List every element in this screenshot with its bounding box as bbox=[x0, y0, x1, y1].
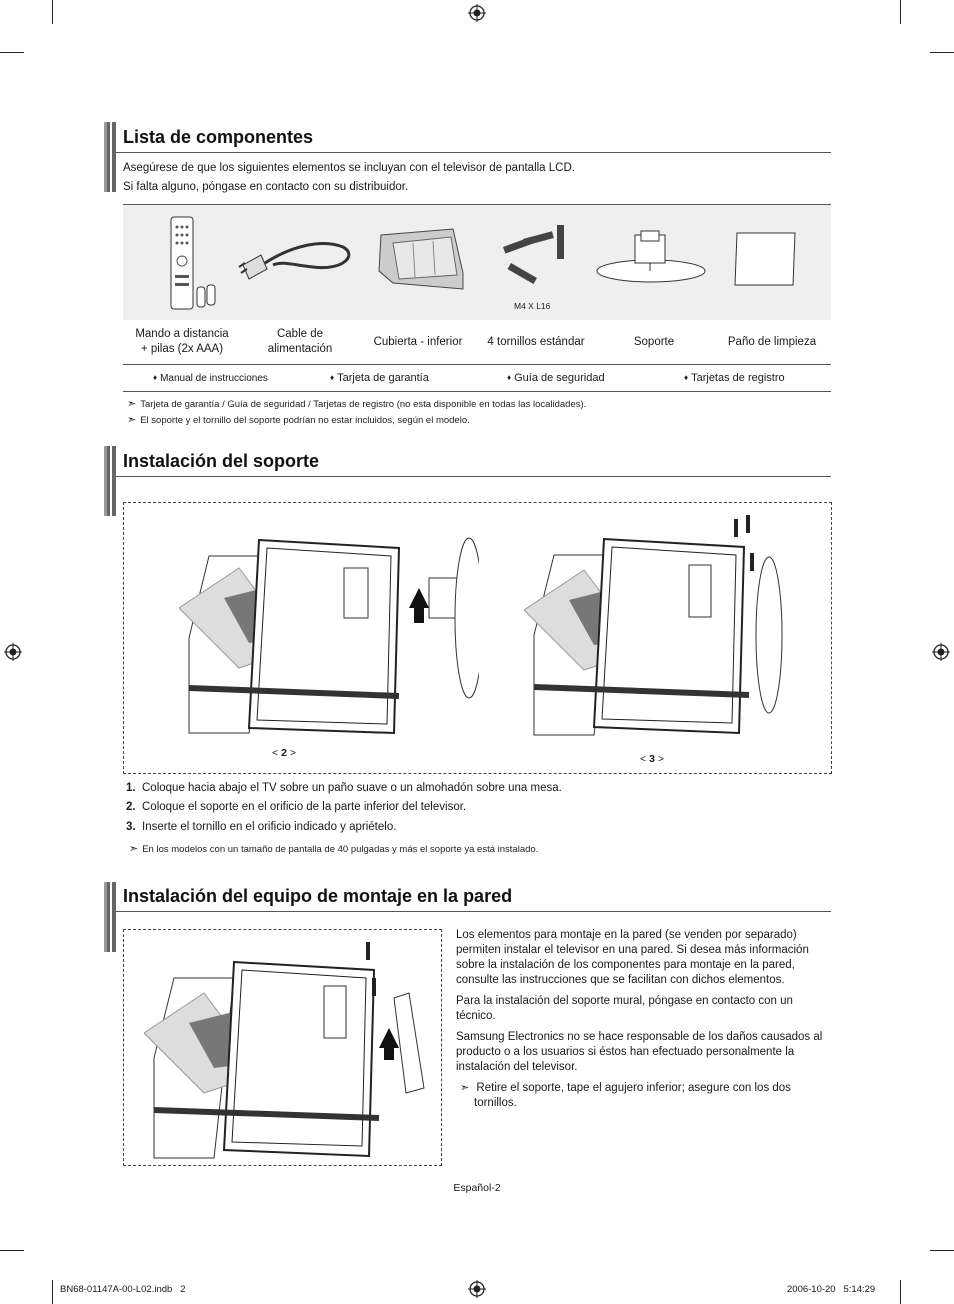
component-label: Mando a distancia + pilas (2x AAA) bbox=[135, 328, 229, 355]
figure-2-caption: < 2 > bbox=[272, 747, 296, 759]
section-marker bbox=[104, 882, 116, 952]
section-title-components: Lista de componentes bbox=[123, 127, 314, 147]
wall-mount-text bbox=[456, 928, 828, 1117]
included-document: ♦ Manual de instrucciones bbox=[123, 373, 300, 384]
wall-mount-figure-frame bbox=[123, 929, 442, 1166]
crop-mark bbox=[0, 52, 24, 53]
figure-3-caption: < 3 > bbox=[640, 753, 664, 765]
crop-mark bbox=[930, 52, 954, 53]
wall-mount-illustration bbox=[144, 938, 434, 1163]
print-timestamp: 2006-10-20 5:14:29 bbox=[787, 1284, 876, 1295]
included-document: ♦ Tarjeta de garantía bbox=[300, 372, 477, 384]
section-rule bbox=[116, 152, 831, 153]
bottom-cover-illustration bbox=[373, 223, 473, 298]
crop-mark bbox=[52, 0, 53, 24]
file-name: BN68-01147A-00-L02.indb 2 bbox=[60, 1284, 186, 1295]
section-rule bbox=[116, 911, 831, 912]
component-label: Cable de alimentación bbox=[267, 328, 333, 355]
components-intro-line1: Asegúrese de que los siguientes elementos se incluyan con el televisor de pantalla LCD. bbox=[123, 162, 575, 174]
stand-figures-frame bbox=[123, 502, 832, 774]
note-arrow-icon: ➣ bbox=[460, 1082, 470, 1094]
components-intro-line2: Si falta alguno, póngase en contacto con su distribuidor. bbox=[123, 181, 409, 193]
note-arrow-icon: ➣ bbox=[127, 398, 137, 410]
section-marker bbox=[104, 446, 116, 516]
figure-2-illustration bbox=[179, 528, 479, 738]
section-title-wall-mount: Instalación del equipo de montaje en la pared bbox=[123, 886, 513, 906]
components-labels-row bbox=[123, 320, 831, 365]
section-title-stand: Instalación del soporte bbox=[123, 451, 320, 471]
stand-illustration bbox=[593, 227, 713, 287]
crop-mark bbox=[930, 1250, 954, 1251]
component-label: 4 tornillos estándar bbox=[487, 335, 585, 348]
crop-mark bbox=[900, 0, 901, 24]
registration-mark-icon bbox=[468, 4, 486, 22]
component-label: Paño de limpieza bbox=[727, 335, 817, 348]
registration-mark-icon bbox=[4, 643, 22, 661]
component-label: Soporte bbox=[633, 335, 675, 348]
registration-mark-icon bbox=[932, 643, 950, 661]
power-cable-illustration bbox=[233, 225, 363, 295]
components-note: ➣ El soporte y el tornillo del soporte podrían no estar incluidos, según el modelo. bbox=[127, 414, 470, 426]
stand-step: 2. Coloque el soporte en el orificio de la parte inferior del televisor. bbox=[126, 801, 467, 813]
wall-paragraph: Los elementos para montaje en la pared (se venden por separado) permiten instalar el televisor en una pared. Si desea más información sobre la instalación de los componentes para montaje en la pared, consulte las instrucciones que se facilitan con dichos elementos. bbox=[456, 929, 809, 986]
figure-3-illustration bbox=[524, 515, 784, 740]
registration-mark-icon bbox=[468, 1280, 486, 1298]
components-illustration-row bbox=[123, 205, 831, 320]
stand-note: ➣ En los modelos con un tamaño de pantalla de 40 pulgadas y más el soporte ya está instalado. bbox=[129, 843, 539, 855]
remote-control-illustration bbox=[163, 213, 233, 313]
crop-mark bbox=[0, 1250, 24, 1251]
wall-paragraph: Samsung Electronics no se hace responsable de los daños causados al producto o a los usuarios si éstos han efectuado personalmente la instalación del televisor. bbox=[456, 1031, 823, 1073]
component-label: Cubierta - inferior bbox=[373, 335, 463, 348]
components-note: ➣ Tarjeta de garantía / Guía de seguridad / Tarjetas de registro (no esta disponible en todas las localidades). bbox=[127, 398, 587, 410]
screw-spec-label: M4 X L16 bbox=[514, 301, 551, 311]
note-arrow-icon: ➣ bbox=[129, 843, 139, 855]
screws-illustration bbox=[483, 217, 583, 292]
cleaning-cloth-illustration bbox=[731, 229, 801, 289]
section-rule bbox=[116, 476, 831, 477]
crop-mark bbox=[900, 1280, 901, 1304]
components-table bbox=[123, 204, 831, 392]
included-document: ♦ Guía de seguridad bbox=[477, 372, 654, 384]
wall-note: ➣ Retire el soporte, tape el agujero inferior; asegure con los dos tornillos. bbox=[460, 1082, 791, 1109]
included-documents-row bbox=[123, 365, 831, 391]
note-arrow-icon: ➣ bbox=[127, 414, 137, 426]
crop-mark bbox=[52, 1280, 53, 1304]
stand-step: 3. Inserte el tornillo en el orificio indicado y apriételo. bbox=[126, 821, 397, 833]
wall-paragraph: Para la instalación del soporte mural, póngase en contacto con un técnico. bbox=[456, 995, 793, 1022]
section-marker bbox=[104, 122, 116, 192]
page-number: Español-2 bbox=[453, 1182, 501, 1194]
stand-step: 1. Coloque hacia abajo el TV sobre un paño suave o un almohadón sobre una mesa. bbox=[126, 782, 562, 794]
included-document: ♦ Tarjetas de registro bbox=[654, 372, 831, 384]
